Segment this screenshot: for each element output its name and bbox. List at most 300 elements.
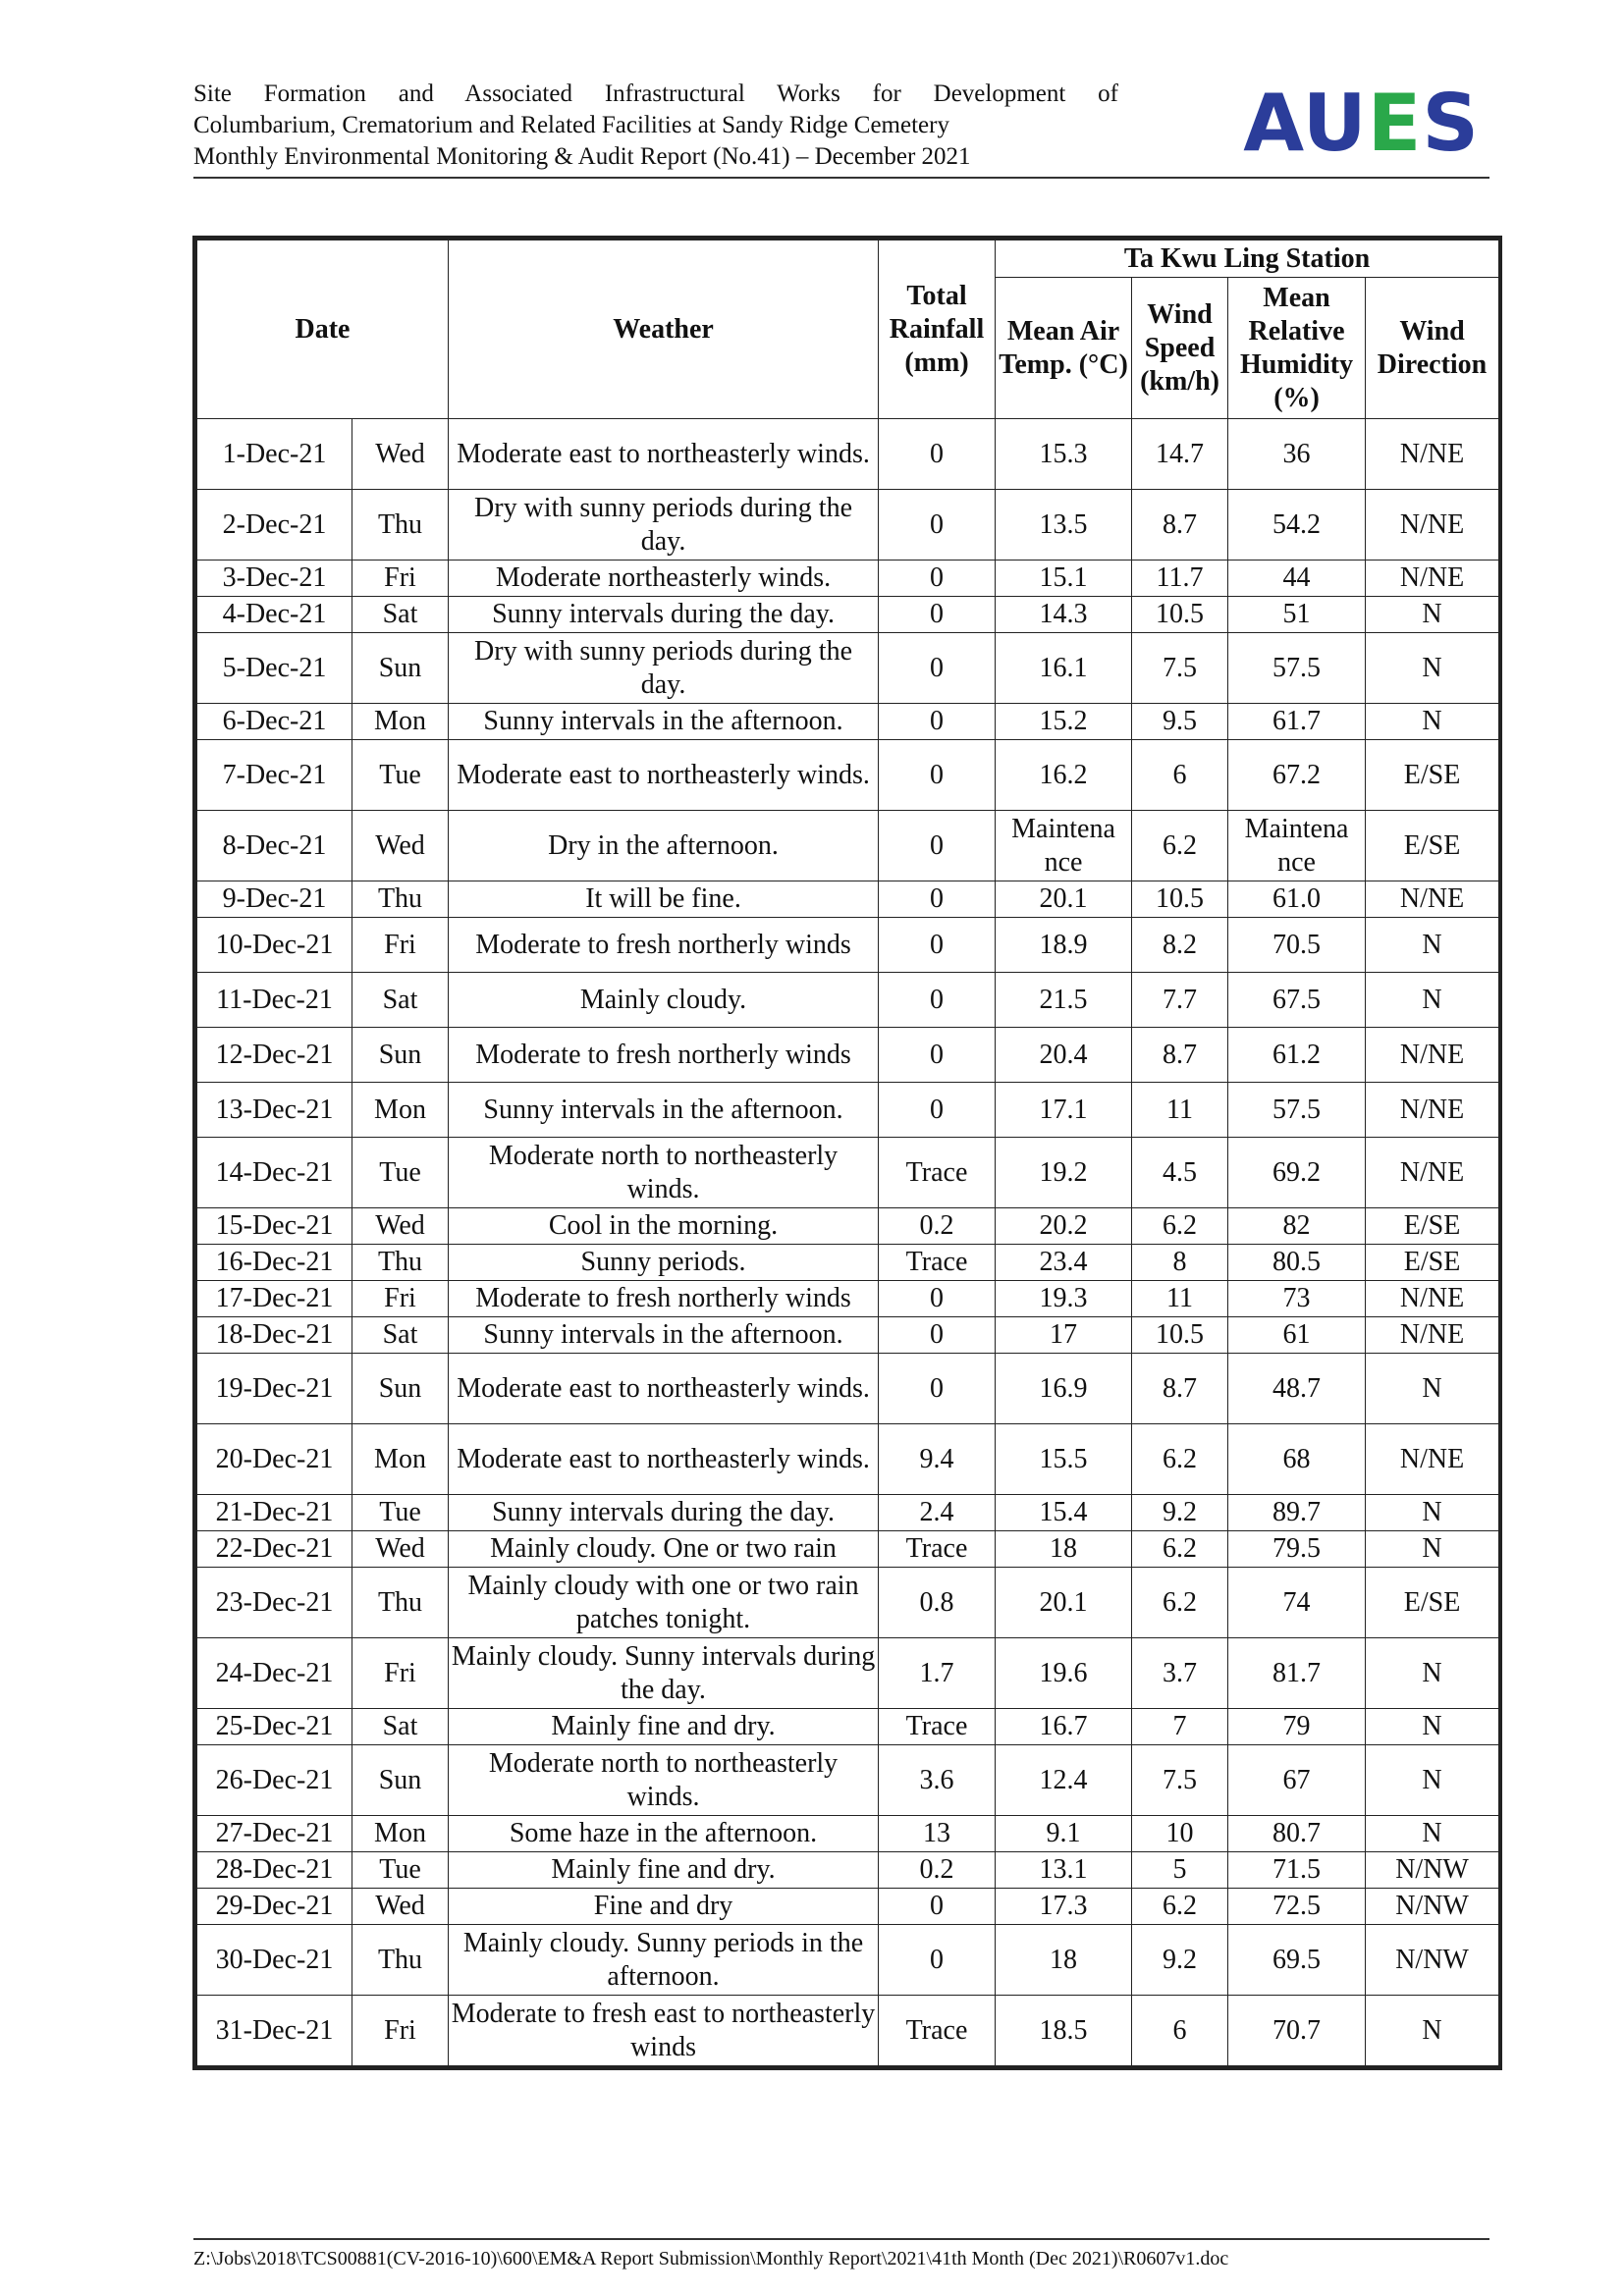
weather-table [196,240,1499,2066]
temp-cell: 16.9 [996,1354,1132,1424]
aues-logo [1243,78,1480,169]
date-cell: 13-Dec-21 [197,1083,352,1138]
table-row [197,1354,1499,1424]
wind-direction-cell: E/SE [1366,1208,1499,1245]
temp-cell: 13.5 [996,490,1132,561]
weather-cell: Mainly cloudy with one or two rain patches tonight. [449,1568,879,1638]
weather-table-body [197,419,1499,2066]
date-cell: 22-Dec-21 [197,1531,352,1568]
day-cell: Tue [352,1852,449,1889]
page-header [193,79,1489,179]
temp-cell: 20.1 [996,1568,1132,1638]
wind-direction-cell: N/NE [1366,1424,1499,1495]
table-row [197,740,1499,811]
wind-direction-cell: N [1366,918,1499,973]
rainfall-cell: 0 [879,973,996,1028]
humidity-cell: 61 [1228,1317,1366,1354]
humidity-cell: 79.5 [1228,1531,1366,1568]
date-cell: 30-Dec-21 [197,1925,352,1996]
humidity-cell: 36 [1228,419,1366,490]
temp-cell: 20.4 [996,1028,1132,1083]
rainfall-cell: 0 [879,597,996,633]
header-rainfall: Total Rainfall (mm) [879,240,996,419]
day-cell: Thu [352,490,449,561]
wind-direction-cell: N [1366,1745,1499,1816]
weather-cell: Moderate to fresh northerly winds [449,918,879,973]
weather-cell: Sunny intervals in the afternoon. [449,1083,879,1138]
day-cell: Wed [352,1889,449,1925]
wind-direction-cell: N/NE [1366,1138,1499,1208]
table-row [197,1424,1499,1495]
header-date: Date [197,240,449,419]
date-cell: 27-Dec-21 [197,1816,352,1852]
weather-cell: Mainly cloudy. Sunny periods in the afternoon. [449,1925,879,1996]
wind-direction-cell: N [1366,1638,1499,1709]
humidity-cell: 69.5 [1228,1925,1366,1996]
date-cell: 11-Dec-21 [197,973,352,1028]
wind-speed-cell: 4.5 [1132,1138,1228,1208]
wind-direction-cell: N/NW [1366,1852,1499,1889]
rainfall-cell: Trace [879,1996,996,2066]
weather-cell: Sunny intervals during the day. [449,597,879,633]
header-wind-direction: Wind Direction [1366,278,1499,419]
humidity-cell: 57.5 [1228,1083,1366,1138]
date-cell: 20-Dec-21 [197,1424,352,1495]
header-humidity: Mean Relative Humidity (%) [1228,278,1366,419]
humidity-cell: 70.7 [1228,1996,1366,2066]
table-row [197,1083,1499,1138]
wind-speed-cell: 6.2 [1132,1208,1228,1245]
weather-cell: Mainly cloudy. [449,973,879,1028]
date-cell: 5-Dec-21 [197,633,352,704]
temp-cell: 15.2 [996,704,1132,740]
temp-cell: 17.1 [996,1083,1132,1138]
rainfall-cell: 0 [879,490,996,561]
wind-speed-cell: 10.5 [1132,881,1228,918]
wind-direction-cell: N/NE [1366,1281,1499,1317]
rainfall-cell: 0 [879,918,996,973]
rainfall-cell: Trace [879,1138,996,1208]
day-cell: Sat [352,1709,449,1745]
wind-speed-cell: 8.7 [1132,1028,1228,1083]
rainfall-cell: 0 [879,1317,996,1354]
wind-speed-cell: 9.5 [1132,704,1228,740]
temp-cell: 18 [996,1531,1132,1568]
wind-direction-cell: N [1366,1354,1499,1424]
wind-speed-cell: 3.7 [1132,1638,1228,1709]
logo-text-part2: E [1367,78,1423,169]
wind-speed-cell: 7.5 [1132,1745,1228,1816]
table-row [197,1495,1499,1531]
table-row [197,1568,1499,1638]
temp-cell: 23.4 [996,1245,1132,1281]
weather-cell: Moderate east to northeasterly winds. [449,1424,879,1495]
humidity-cell: 72.5 [1228,1889,1366,1925]
date-cell: 1-Dec-21 [197,419,352,490]
weather-cell: Moderate north to northeasterly winds. [449,1745,879,1816]
date-cell: 8-Dec-21 [197,811,352,881]
wind-speed-cell: 11 [1132,1083,1228,1138]
wind-direction-cell: N [1366,1531,1499,1568]
wind-direction-cell: E/SE [1366,740,1499,811]
table-row [197,1889,1499,1925]
header-wind-speed: Wind Speed (km/h) [1132,278,1228,419]
temp-cell: 18.9 [996,918,1132,973]
temp-cell: 18.5 [996,1996,1132,2066]
temp-cell: 19.3 [996,1281,1132,1317]
weather-cell: Sunny intervals during the day. [449,1495,879,1531]
rainfall-cell: 0 [879,561,996,597]
humidity-cell: 44 [1228,561,1366,597]
temp-cell: 16.7 [996,1709,1132,1745]
wind-speed-cell: 6.2 [1132,811,1228,881]
date-cell: 25-Dec-21 [197,1709,352,1745]
humidity-cell: 80.7 [1228,1816,1366,1852]
temp-cell: 14.3 [996,597,1132,633]
day-cell: Mon [352,1424,449,1495]
wind-direction-cell: N [1366,1996,1499,2066]
day-cell: Wed [352,811,449,881]
day-cell: Fri [352,1281,449,1317]
day-cell: Tue [352,740,449,811]
weather-cell: Dry with sunny periods during the day. [449,490,879,561]
table-row [197,1996,1499,2066]
table-row [197,1245,1499,1281]
day-cell: Sun [352,1028,449,1083]
wind-direction-cell: N/NW [1366,1889,1499,1925]
date-cell: 18-Dec-21 [197,1317,352,1354]
day-cell: Wed [352,419,449,490]
rainfall-cell: 13 [879,1816,996,1852]
table-row [197,918,1499,973]
date-cell: 16-Dec-21 [197,1245,352,1281]
humidity-cell: 67 [1228,1745,1366,1816]
rainfall-cell: 0.8 [879,1568,996,1638]
date-cell: 31-Dec-21 [197,1996,352,2066]
temp-cell: 19.6 [996,1638,1132,1709]
wind-speed-cell: 8.7 [1132,1354,1228,1424]
day-cell: Sat [352,597,449,633]
humidity-cell: 61.2 [1228,1028,1366,1083]
temp-cell: 17 [996,1317,1132,1354]
table-row [197,1852,1499,1889]
day-cell: Fri [352,561,449,597]
date-cell: 2-Dec-21 [197,490,352,561]
temp-cell: Maintena nce [996,811,1132,881]
weather-cell: Cool in the morning. [449,1208,879,1245]
humidity-cell: 70.5 [1228,918,1366,973]
footer-file-path: Z:\Jobs\2018\TCS00881(CV-2016-10)\600\EM&A Report Submission\Monthly Report\2021\41th Month (Dec 2021)\R0607v1.doc [193,2248,1229,2269]
day-cell: Sun [352,633,449,704]
weather-cell: Moderate east to northeasterly winds. [449,419,879,490]
humidity-cell: 48.7 [1228,1354,1366,1424]
table-row [197,1816,1499,1852]
temp-cell: 15.3 [996,419,1132,490]
date-cell: 17-Dec-21 [197,1281,352,1317]
weather-cell: It will be fine. [449,881,879,918]
date-cell: 12-Dec-21 [197,1028,352,1083]
table-row [197,1208,1499,1245]
rainfall-cell: 0 [879,1925,996,1996]
temp-cell: 20.1 [996,881,1132,918]
table-row [197,1317,1499,1354]
wind-speed-cell: 7.7 [1132,973,1228,1028]
table-row [197,1638,1499,1709]
date-cell: 29-Dec-21 [197,1889,352,1925]
rainfall-cell: 0.2 [879,1852,996,1889]
weather-table-container [192,236,1502,2070]
weather-cell: Moderate north to northeasterly winds. [449,1138,879,1208]
wind-speed-cell: 7 [1132,1709,1228,1745]
rainfall-cell: 0 [879,1083,996,1138]
table-row [197,490,1499,561]
wind-speed-cell: 6.2 [1132,1889,1228,1925]
day-cell: Fri [352,1638,449,1709]
wind-speed-cell: 6 [1132,1996,1228,2066]
rainfall-cell: 0 [879,1281,996,1317]
table-row [197,1281,1499,1317]
wind-speed-cell: 8 [1132,1245,1228,1281]
temp-cell: 17.3 [996,1889,1132,1925]
rainfall-cell: Trace [879,1531,996,1568]
wind-direction-cell: N/NE [1366,1028,1499,1083]
wind-direction-cell: N/NE [1366,1083,1499,1138]
rainfall-cell: 0 [879,633,996,704]
humidity-cell: 81.7 [1228,1638,1366,1709]
wind-direction-cell: N/NE [1366,1317,1499,1354]
weather-cell: Mainly fine and dry. [449,1852,879,1889]
day-cell: Sat [352,1317,449,1354]
header-line-2: Columbarium, Crematorium and Related Facilities at Sandy Ridge Cemetery [193,112,949,138]
wind-direction-cell: N [1366,704,1499,740]
day-cell: Sat [352,973,449,1028]
table-row [197,881,1499,918]
weather-cell: Mainly cloudy. Sunny intervals during the day. [449,1638,879,1709]
wind-direction-cell: N [1366,633,1499,704]
wind-speed-cell: 6 [1132,740,1228,811]
wind-speed-cell: 7.5 [1132,633,1228,704]
rainfall-cell: 0 [879,1889,996,1925]
day-cell: Thu [352,1245,449,1281]
humidity-cell: 61.7 [1228,704,1366,740]
humidity-cell: 51 [1228,597,1366,633]
temp-cell: 15.5 [996,1424,1132,1495]
rainfall-cell: Trace [879,1245,996,1281]
temp-cell: 15.1 [996,561,1132,597]
wind-direction-cell: N [1366,597,1499,633]
temp-cell: 16.1 [996,633,1132,704]
rainfall-cell: 0 [879,419,996,490]
rainfall-cell: 1.7 [879,1638,996,1709]
wind-direction-cell: N/NE [1366,490,1499,561]
weather-cell: Fine and dry [449,1889,879,1925]
date-cell: 6-Dec-21 [197,704,352,740]
humidity-cell: 67.2 [1228,740,1366,811]
date-cell: 10-Dec-21 [197,918,352,973]
wind-speed-cell: 9.2 [1132,1495,1228,1531]
weather-cell: Some haze in the afternoon. [449,1816,879,1852]
wind-speed-cell: 11.7 [1132,561,1228,597]
rainfall-cell: 3.6 [879,1745,996,1816]
wind-direction-cell: E/SE [1366,1568,1499,1638]
date-cell: 24-Dec-21 [197,1638,352,1709]
humidity-cell: 61.0 [1228,881,1366,918]
humidity-cell: 54.2 [1228,490,1366,561]
day-cell: Fri [352,918,449,973]
rainfall-cell: 0 [879,704,996,740]
header-weather: Weather [449,240,879,419]
day-cell: Fri [352,1996,449,2066]
humidity-cell: 82 [1228,1208,1366,1245]
humidity-cell: 74 [1228,1568,1366,1638]
humidity-cell: 89.7 [1228,1495,1366,1531]
date-cell: 9-Dec-21 [197,881,352,918]
logo-text-part3: S [1422,78,1480,169]
weather-cell: Dry with sunny periods during the day. [449,633,879,704]
day-cell: Sun [352,1745,449,1816]
humidity-cell: 79 [1228,1709,1366,1745]
wind-direction-cell: N [1366,973,1499,1028]
temp-cell: 18 [996,1925,1132,1996]
wind-speed-cell: 9.2 [1132,1925,1228,1996]
logo-text-part1: AU [1243,78,1368,169]
day-cell: Wed [352,1531,449,1568]
rainfall-cell: 0 [879,811,996,881]
day-cell: Mon [352,704,449,740]
weather-cell: Moderate to fresh northerly winds [449,1028,879,1083]
rainfall-cell: 0 [879,1354,996,1424]
wind-speed-cell: 10 [1132,1816,1228,1852]
day-cell: Sun [352,1354,449,1424]
day-cell: Tue [352,1495,449,1531]
humidity-cell: Maintena nce [1228,811,1366,881]
date-cell: 7-Dec-21 [197,740,352,811]
date-cell: 4-Dec-21 [197,597,352,633]
humidity-cell: 68 [1228,1424,1366,1495]
date-cell: 19-Dec-21 [197,1354,352,1424]
day-cell: Mon [352,1083,449,1138]
table-row [197,1709,1499,1745]
temp-cell: 13.1 [996,1852,1132,1889]
wind-speed-cell: 10.5 [1132,597,1228,633]
wind-speed-cell: 6.2 [1132,1531,1228,1568]
temp-cell: 16.2 [996,740,1132,811]
temp-cell: 12.4 [996,1745,1132,1816]
date-cell: 15-Dec-21 [197,1208,352,1245]
weather-cell: Moderate northeasterly winds. [449,561,879,597]
table-row [197,419,1499,490]
wind-direction-cell: E/SE [1366,811,1499,881]
wind-direction-cell: N/NE [1366,881,1499,918]
date-cell: 26-Dec-21 [197,1745,352,1816]
wind-direction-cell: N [1366,1495,1499,1531]
day-cell: Thu [352,1568,449,1638]
rainfall-cell: 9.4 [879,1424,996,1495]
table-row [197,1028,1499,1083]
wind-speed-cell: 5 [1132,1852,1228,1889]
wind-direction-cell: N/NE [1366,419,1499,490]
wind-direction-cell: N/NE [1366,561,1499,597]
humidity-cell: 67.5 [1228,973,1366,1028]
humidity-cell: 71.5 [1228,1852,1366,1889]
table-row [197,704,1499,740]
weather-cell: Sunny intervals in the afternoon. [449,1317,879,1354]
wind-speed-cell: 11 [1132,1281,1228,1317]
table-row [197,1531,1499,1568]
wind-speed-cell: 8.2 [1132,918,1228,973]
humidity-cell: 69.2 [1228,1138,1366,1208]
date-cell: 3-Dec-21 [197,561,352,597]
header-station: Ta Kwu Ling Station [996,240,1499,278]
wind-speed-cell: 6.2 [1132,1568,1228,1638]
rainfall-cell: 0 [879,881,996,918]
wind-direction-cell: E/SE [1366,1245,1499,1281]
day-cell: Mon [352,1816,449,1852]
temp-cell: 15.4 [996,1495,1132,1531]
table-row [197,811,1499,881]
wind-direction-cell: N/NW [1366,1925,1499,1996]
weather-cell: Moderate to fresh east to northeasterly winds [449,1996,879,2066]
wind-direction-cell: N [1366,1816,1499,1852]
weather-cell: Moderate east to northeasterly winds. [449,1354,879,1424]
wind-speed-cell: 6.2 [1132,1424,1228,1495]
day-cell: Thu [352,1925,449,1996]
day-cell: Wed [352,1208,449,1245]
wind-speed-cell: 8.7 [1132,490,1228,561]
header-line-1: Site Formation and Associated Infrastructural Works for Development of [193,80,1118,107]
table-row [197,597,1499,633]
date-cell: 23-Dec-21 [197,1568,352,1638]
rainfall-cell: 0 [879,740,996,811]
table-row [197,633,1499,704]
rainfall-cell: 0.2 [879,1208,996,1245]
wind-speed-cell: 10.5 [1132,1317,1228,1354]
day-cell: Thu [352,881,449,918]
weather-cell: Moderate to fresh northerly winds [449,1281,879,1317]
temp-cell: 21.5 [996,973,1132,1028]
wind-direction-cell: N [1366,1709,1499,1745]
rainfall-cell: 0 [879,1028,996,1083]
date-cell: 28-Dec-21 [197,1852,352,1889]
weather-cell: Sunny intervals in the afternoon. [449,704,879,740]
table-row [197,1925,1499,1996]
humidity-cell: 73 [1228,1281,1366,1317]
table-row [197,561,1499,597]
footer-divider [193,2238,1489,2240]
header-temp: Mean Air Temp. (°C) [996,278,1132,419]
table-row [197,973,1499,1028]
weather-cell: Dry in the afternoon. [449,811,879,881]
weather-cell: Mainly cloudy. One or two rain [449,1531,879,1568]
weather-cell: Moderate east to northeasterly winds. [449,740,879,811]
date-cell: 21-Dec-21 [197,1495,352,1531]
wind-speed-cell: 14.7 [1132,419,1228,490]
humidity-cell: 80.5 [1228,1245,1366,1281]
temp-cell: 19.2 [996,1138,1132,1208]
temp-cell: 20.2 [996,1208,1132,1245]
day-cell: Tue [352,1138,449,1208]
weather-cell: Mainly fine and dry. [449,1709,879,1745]
rainfall-cell: Trace [879,1709,996,1745]
table-row [197,1745,1499,1816]
header-line-3: Monthly Environmental Monitoring & Audit Report (No.41) – December 2021 [193,143,971,170]
rainfall-cell: 2.4 [879,1495,996,1531]
table-row [197,1138,1499,1208]
humidity-cell: 57.5 [1228,633,1366,704]
weather-cell: Sunny periods. [449,1245,879,1281]
date-cell: 14-Dec-21 [197,1138,352,1208]
temp-cell: 9.1 [996,1816,1132,1852]
